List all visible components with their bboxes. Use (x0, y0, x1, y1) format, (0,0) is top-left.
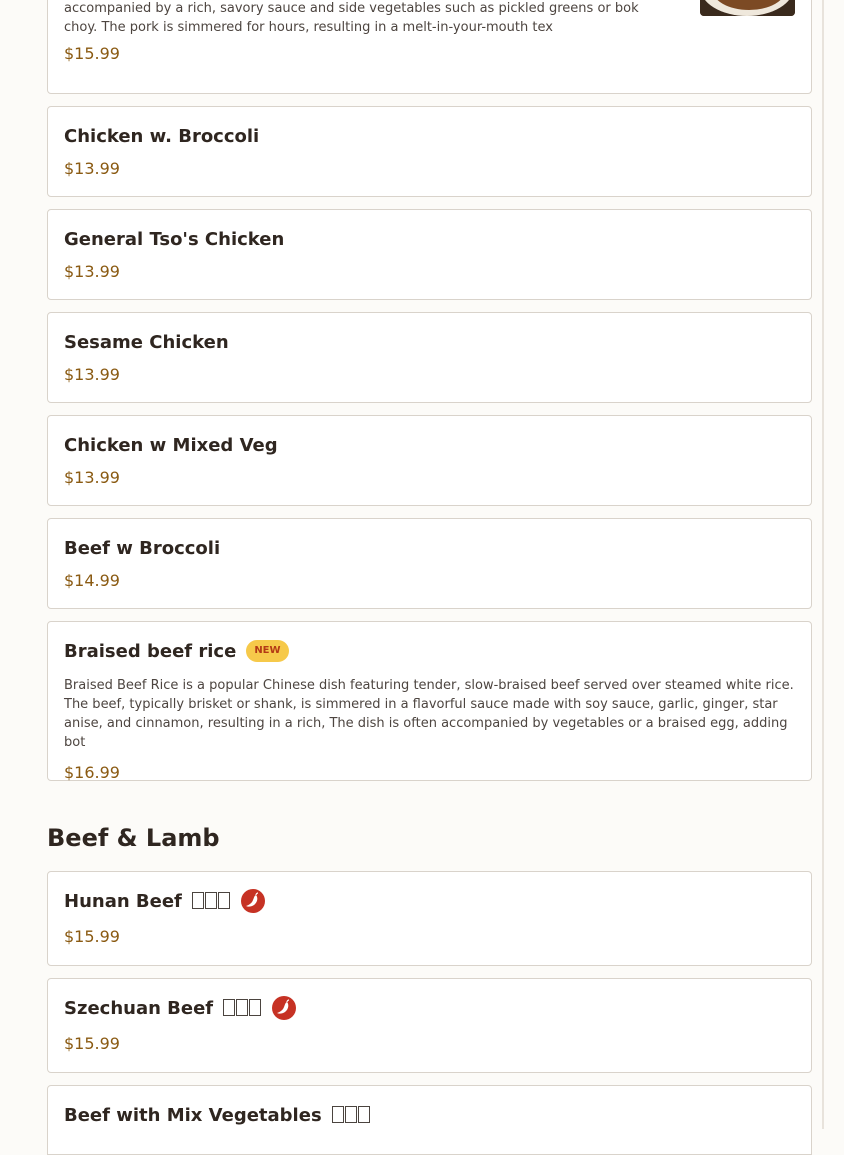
menu-item-braised-beef-rice[interactable] (47, 621, 812, 781)
item-title (64, 639, 795, 663)
menu-item-szechuan-beef[interactable] (47, 978, 812, 1073)
food-photo-thumbnail (700, 0, 795, 16)
item-name: Chicken w. Broccoli (64, 125, 260, 147)
food-photo-icon (700, 0, 795, 16)
item-title (64, 1103, 795, 1127)
new-badge: NEW (246, 640, 288, 662)
menu-item-beef-mix-veg[interactable] (47, 1085, 812, 1155)
item-title (64, 330, 795, 354)
item-name: General Tso's Chicken (64, 228, 285, 250)
item-name: Hunan Beef (64, 890, 182, 912)
item-price: $14.99 (64, 571, 120, 590)
item-title (64, 536, 795, 560)
item-title (64, 433, 795, 457)
item-name: Beef w Broccoli (64, 537, 221, 559)
menu-item-beef-broccoli[interactable] (47, 518, 812, 609)
section-title-beef-lamb: Beef & Lamb (47, 824, 220, 852)
item-name: Beef with Mix Vegetables (64, 1104, 322, 1126)
item-name: Sesame Chicken (64, 331, 229, 353)
menu-item-general-tso[interactable] (47, 209, 812, 300)
item-title (64, 124, 795, 148)
item-price: $15.99 (64, 1034, 120, 1053)
item-name: Szechuan Beef (64, 997, 214, 1019)
item-price: $16.99 (64, 763, 120, 782)
item-price: $13.99 (64, 365, 120, 384)
item-title (64, 227, 795, 251)
chinese-characters (332, 1105, 371, 1126)
page-right-edge (822, 0, 824, 1129)
menu-list (47, 0, 812, 1155)
item-description: accompanied by a rich, savory sauce and side vegetables such as pickled greens or bok choy. The pork is simmered for hours, resulting in a melt-in-your-mouth tex (64, 1, 639, 35)
item-price: $13.99 (64, 468, 120, 487)
item-name: Braised beef rice (64, 640, 237, 662)
chinese-characters (223, 998, 262, 1019)
item-price: $15.99 (64, 44, 120, 63)
item-description: Braised Beef Rice is a popular Chinese dish featuring tender, slow-braised beef served over steamed white rice. The beef, typically brisket or shank, is simmered in a flavorful sauce made with soy sauce, garlic, ginger, star anise, and cinnamon, resulting in a rich, The dish is often accompanied by vegetables or a braised egg, adding bot (64, 678, 794, 750)
item-title (64, 996, 795, 1020)
menu-item-hunan-beef[interactable] (47, 871, 812, 966)
menu-item-chicken-broccoli[interactable] (47, 106, 812, 197)
item-price: $13.99 (64, 262, 120, 281)
chili-pepper-icon (272, 996, 296, 1020)
chinese-characters (192, 891, 231, 912)
item-title (64, 889, 795, 913)
item-name: Chicken w Mixed Veg (64, 434, 278, 456)
item-price: $13.99 (64, 159, 120, 178)
menu-item-chicken-mixed-veg[interactable] (47, 415, 812, 506)
menu-item-braised-pork[interactable] (47, 0, 812, 94)
chili-pepper-icon (241, 889, 265, 913)
menu-item-sesame-chicken[interactable] (47, 312, 812, 403)
item-price: $15.99 (64, 927, 120, 946)
